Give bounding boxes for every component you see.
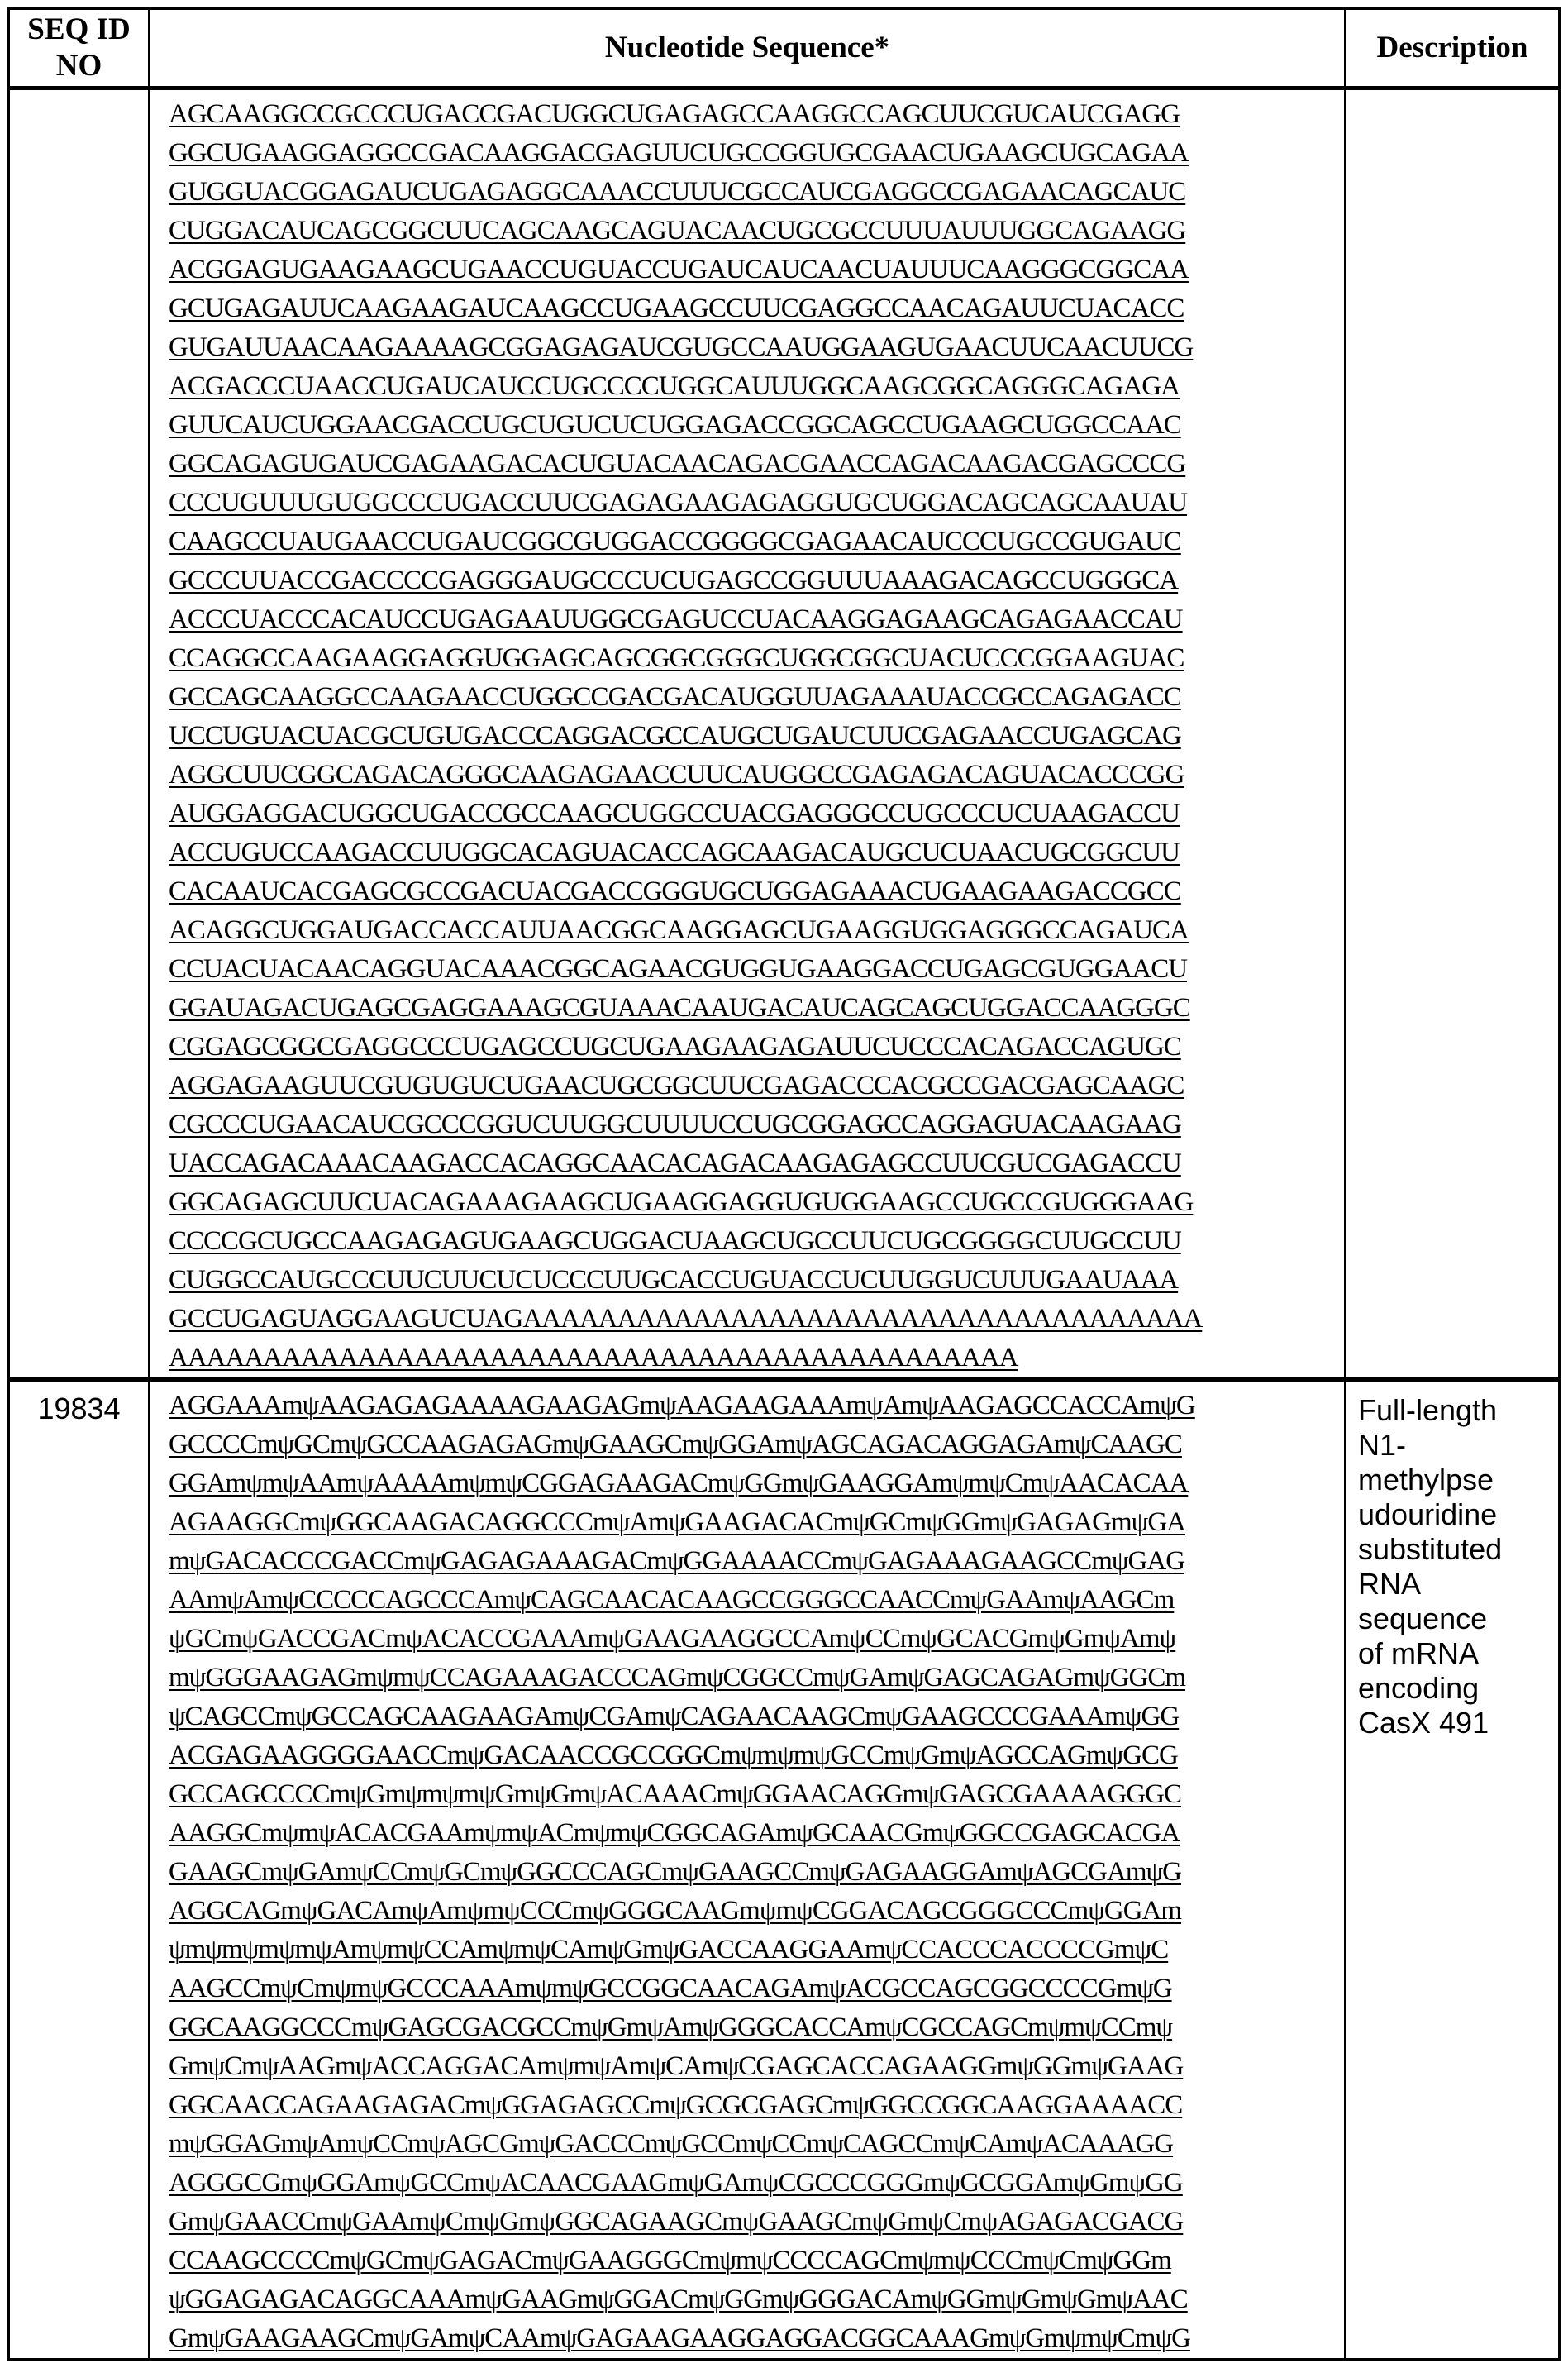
sequence-line: AAmψAmψCCCCCAGCCCAmψCAGCAACACAAGCCGGGCCAACCmψGAAmψAAGCm [169,1585,1175,1615]
sequence-line: GmψCmψAAGmψACCAGGACAmψmψAmψCAmψCGAGCACCAGAAGGmψGGmψGAAG [169,2051,1184,2081]
sequence-line: AGGAGAAGUUCGUGUGUCUGAACUGCGGCUUCGAGACCCACGCCGACGAGCAAGC [169,1070,1184,1100]
sequence-line: mψGACACCCGACCmψGAGAGAAAGACmψGGAAAACCmψGAGAAAGAAGCCmψGAG [169,1546,1185,1576]
sequence-line: AAGCCmψCmψmψGCCCAAAmψmψGCCGGCAACAGAmψACGCCAGCGGCCCCGmψG [169,1974,1172,2003]
header-description: Description [1376,30,1528,64]
description-line: N1- [1358,1428,1407,1462]
sequence-line: ACGGAGUGAAGAAGCUGAACCUGUACCUGAUCAUCAACUAUUUCAAGGGCGGCAA [169,254,1189,284]
sequence-line: CCAAGCCCCmψGCmψGAGACmψGAAGGGCmψmψCCCCAGCmψmψCCCmψCmψGGm [169,2246,1171,2275]
seq-id-cell [10,90,150,1377]
sequence-line: CCAGGCCAAGAAGGAGGUGGAGCAGCGGCGGGCUGGCGGCUACUCCCGGAAGUAC [169,642,1184,673]
sequence-line: CACAAUCACGAGCGCCGACUACGACCGGGUGCUGGAGAAACUGAAGAAGACCGCC [169,876,1181,906]
description-line: substituted [1358,1532,1503,1566]
sequence-line: GmψGAAGAAGCmψGAmψCAAmψGAGAAGAAGGAGGACGGCAAAGmψGmψmψCmψG [169,2323,1190,2353]
sequence-line: AGGCAGmψGACAmψAmψmψCCCmψGGGCAAGmψmψCGGACAGCGGGCCCmψGGAm [169,1896,1182,1926]
sequence-line: GGAUAGACUGAGCGAGGAAAGCGUAAACAAUGACAUCAGCAGCUGGACCAAGGGC [169,992,1190,1023]
sequence-line: mψGGAGmψAmψCCmψAGCGmψGACCCmψGCCmψCCmψCAGCCmψCAmψACAAAGG [169,2129,1174,2159]
sequence-table [7,7,1561,2361]
sequence-line: CCCCGCUGCCAAGAGAGUGAAGCUGGACUAAGCUGCCUUCUGCGGGGCUUGCCUU [169,1225,1181,1256]
sequence-line: ACAGGCUGGAUGACCACCAUUAACGGCAAGGAGCUGAAGGUGGAGGGCCAGAUCA [169,914,1189,945]
sequence-line: GGCAACCAGAAGAGACmψGGAGAGCCmψGCGCGAGCmψGGCCGGCAAGGAAAACC [169,2090,1183,2120]
table-header-row [10,10,1558,90]
sequence-line: ψmψmψmψmψAmψmψCCAmψmψCAmψGmψGACCAAGGAAmψCCACCCACCCCGmψC [169,1935,1169,1965]
sequence-line: ψGGAGAGACAGGCAAAmψGAAGmψGGACmψGGmψGGGACAmψGGmψGmψGmψAAC [169,2284,1188,2314]
table-row-continuation [10,90,1558,1382]
sequence-line: CGCCCUGAACAUCGCCCGGUCUUGGCUUUUCCUGCGGAGCCAGGAGUACAAGAAG [169,1109,1181,1139]
sequence-line: AAGGCmψmψACACGAAmψmψACmψmψCGGCAGAmψGCAACGmψGGCCGAGCACGA [169,1818,1180,1848]
description-line: methylpse [1358,1463,1494,1497]
description-line: Full-length [1358,1393,1498,1427]
sequence-line: GGCAGAGCUUCUACAGAAAGAAGCUGAAGGAGGUGUGGAAGCCUGCCGUGGGAAG [169,1186,1194,1217]
sequence-cell [150,90,1346,1377]
sequence-line: GGCAGAGUGAUCGAGAAGACACUGUACAACAGACGAACCAGACAAGACGAGCCCG [169,448,1186,479]
sequence-line: ACCUGUCCAAGACCUUGGCACAGUACACCAGCAAGACAUGCUCUAACUGCGGCUU [169,837,1180,867]
sequence-line: GCCCCmψGCmψGCCAAGAGAGmψGAAGCmψGGAmψAGCAGACAGGAGAmψCAAGC [169,1430,1182,1459]
description-line: RNA [1358,1567,1422,1601]
sequence-line: GCCCUUACCGACCCCGAGGGAUGCCCUCUGAGCCGGUUUAAAGACAGCCUGGGCA [169,565,1179,595]
sequence-line: GGAmψmψAAmψAAAAmψmψCGGAGAAGACmψGGmψGAAGGAmψmψCmψAACACAA [169,1468,1189,1498]
sequence-line: ACGAGAAGGGGAACCmψGACAACCGCCGGCmψmψmψGCCmψGmψAGCCAGmψGCG [169,1740,1178,1770]
header-nucleotide-sequence: Nucleotide Sequence* [150,10,1346,86]
sequence-line: GAAGCmψGAmψCCmψGCmψGGCCCAGCmψGAAGCCmψGAGAAGGAmψAGCGAmψG [169,1857,1182,1887]
sequence-line: ψGCmψGACCGACmψACACCGAAAmψGAAGAAGGCCAmψCCmψGCACGmψGmψAmψ [169,1624,1176,1654]
sequence-line: GUGAUUAACAAGAAAAGCGGAGAGAUCGUGCCAAUGGAAGUGAACUUCAACUUCG [169,332,1194,362]
description-cell [1346,1382,1558,2358]
sequence-line: GGCUGAAGGAGGCCGACAAGGACGAGUUCUGCCGGUGCGAACUGAAGCUGCAGAA [169,137,1189,168]
sequence-line: UACCAGACAAACAAGACCACAGGCAACACAGACAAGAGAGCCUUCGUCGAGACCU [169,1148,1181,1178]
sequence-line: AGGAAAmψAAGAGAGAAAAGAAGAGmψAAGAAGAAAmψAmψAAGAGCCACCAmψG [169,1391,1195,1420]
sequence-line: GUGGUACGGAGAUCUGAGAGGCAAACCUUUCGCCAUCGAGGCCGAGAACAGCAUC [169,176,1186,207]
sequence-line: mψGGGAAGAGmψmψCCAGAAAGACCCAGmψCGGCCmψGAmψGAGCAGAGmψGGCm [169,1663,1186,1692]
description-line: encoding [1358,1671,1480,1705]
sequence-line: CUGGACAUCAGCGGCUUCAGCAAGCAGUACAACUGCGCCUUUAUUUGGCAGAAGG [169,215,1186,246]
sequence-line: GCCUGAGUAGGAAGUCUAGAAAAAAAAAAAAAAAAAAAAAAAAAAAAAAAAAAAA [169,1303,1203,1334]
sequence-line: GCUGAGAUUCAAGAAGAUCAAGCCUGAAGCCUUCGAGGCCAACAGAUUCUACACC [169,293,1184,323]
sequence-line: GUUCAUCUGGAACGACCUGCUGUCUCUGGAGACCGGCAGCCUGAAGCUGGCCAAC [169,409,1181,440]
sequence-cell [150,1382,1346,2358]
sequence-line: AGAAGGCmψGGCAAGACAGGCCCmψAmψGAAGACACmψGCmψGGmψGAGAGmψGA [169,1507,1185,1537]
sequence-line: CCCUGUUUGUGGCCCUGACCUUCGAGAGAAGAGAGGUGCUGGACAGCAGCAAUAU [169,487,1188,518]
header-seq-id-no: SEQ ID NO [10,10,150,86]
sequence-line: ψCAGCCmψGCCAGCAAGAAGAmψCGAmψCAGAACAAGCmψGAAGCCCGAAAmψGG [169,1702,1180,1731]
description-cell [1346,90,1558,1377]
description-line: sequence [1358,1602,1488,1635]
sequence-line: AGGCUUCGGCAGACAGGGCAAGAGAACCUUCAUGGCCGAGAGACAGUACACCCGG [169,759,1184,790]
sequence-line: AGGGCGmψGGAmψGCCmψACAACGAAGmψGAmψCGCCCGGGmψGCGGAmψGmψGG [169,2168,1183,2198]
sequence-line: AGCAAGGCCGCCCUGACCGACUGGCUGAGAGCCAAGGCCAGCUUCGUCAUCGAGG [169,98,1180,129]
sequence-line: CUGGCCAUGCCCUUCUUCUCUCCCUUGCACCUGUACCUCUUGGUCUUUGAAUAAA [169,1264,1179,1295]
description-line: of mRNA [1358,1636,1480,1670]
sequence-line: AAAAAAAAAAAAAAAAAAAAAAAAAAAAAAAAAAAAAAAAAAAAA [169,1342,1018,1373]
sequence-line: ACCCUACCCACAUCCUGAGAAUUGGCGAGUCCUACAAGGAGAAGCAGAGAACCAU [169,604,1183,634]
sequence-line: UCCUGUACUACGCUGUGACCCAGGACGCCAUGCUGAUCUUCGAGAACCUGAGCAG [169,720,1181,751]
table-row-19834 [10,1382,1558,2358]
seq-id-cell: 19834 [10,1382,150,2358]
sequence-line: GGCAAGGCCCmψGAGCGACGCCmψGmψAmψGGGCACCAmψCGCCAGCmψmψCCmψ [169,2012,1173,2042]
description-line: CasX 491 [1358,1706,1489,1740]
sequence-line: AUGGAGGACUGGCUGACCGCCAAGCUGGCCUACGAGGGCCUGCCCUCUAAGACCU [169,798,1180,828]
sequence-line: GmψGAACCmψGAAmψCmψGmψGGCAGAAGCmψGAAGCmψGmψCmψAGAGACGACG [169,2207,1184,2237]
sequence-line: GCCAGCAAGGCCAAGAACCUGGCCGACGACAUGGUUAGAAAUACCGCCAGAGACC [169,681,1181,712]
sequence-line: CGGAGCGGCGAGGCCCUGAGCCUGCUGAAGAAGAGAUUCUCCCACAGACCAGUGC [169,1031,1181,1062]
sequence-line: ACGACCCUAACCUGAUCAUCCUGCCCCUGGCAUUUGGCAAGCGGCAGGGCAGAGA [169,370,1180,401]
sequence-line: GCCAGCCCCmψGmψmψmψGmψGmψACAAACmψGGAACAGGmψGAGCGAAAAGGGC [169,1779,1182,1809]
sequence-line: CAAGCCUAUGAACCUGAUCGGCGUGGACCGGGGCGAGAACAUCCCUGCCGUGAUC [169,526,1181,556]
sequence-line: CCUACUACAACAGGUACAAACGGCAGAACGUGGUGAAGGACCUGAGCGUGGAACU [169,953,1188,984]
description-line: udouridine [1358,1497,1498,1531]
